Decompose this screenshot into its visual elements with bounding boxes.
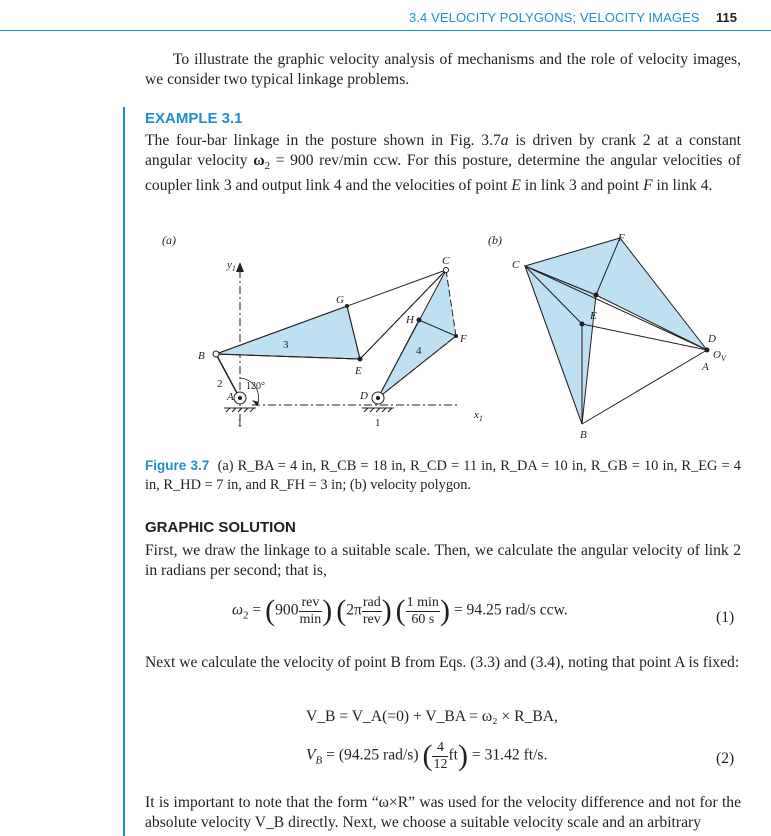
running-header-title: 3.4 VELOCITY POLYGONS; VELOCITY IMAGES bbox=[409, 10, 700, 25]
panel-b-label: (b) bbox=[488, 233, 502, 247]
output-link-4 bbox=[378, 320, 456, 398]
label-link-4: 4 bbox=[416, 345, 422, 357]
panel-a-linkage bbox=[162, 233, 483, 429]
poly-label-c: C bbox=[512, 259, 520, 271]
page-number: 115 bbox=[716, 10, 737, 25]
poly-label-d: D bbox=[708, 333, 716, 345]
example-statement: The four-bar linkage in the posture shown in Fig. 3.7a is driven by crank 2 at a constant angular velocity $\omega_2 = 900$ rev/min ccw. For this posture, determine the angular velocities of coupler link 3 and output link 4 and the velocities of point E in link 3 and point F in link 4. bbox=[145, 132, 741, 195]
joint-b bbox=[213, 351, 219, 357]
equation-2b: $V_B = (94.25$ rad/s) ( $\frac{4}{12}$ ft) = 31.42 ft/s. bbox=[306, 739, 548, 772]
point-f bbox=[454, 334, 458, 338]
label-ground-left: 1 bbox=[237, 417, 243, 429]
label-b: B bbox=[198, 350, 205, 362]
section-title-graphic-solution: GRAPHIC SOLUTION bbox=[145, 519, 296, 536]
poly-point-ov bbox=[705, 348, 710, 353]
figure-caption bbox=[145, 456, 741, 495]
label-ground-right: 1 bbox=[375, 417, 381, 429]
equation-1: $\omega_2 = (900$ $\frac{\text{rev}}{\min}$ ) (2π $\frac{\text{rad}}{\text{rev}}$ ) ( $\frac{1 \min}{60 s}$ ) = 94.25 rad/s ccw. bbox=[232, 594, 568, 627]
point-g bbox=[345, 304, 349, 308]
x1-label: $x_1$ bbox=[474, 409, 483, 423]
poly-label-a: A bbox=[702, 361, 709, 373]
graphic-solution-para-2: Next we calculate the velocity of point B from Eqs. (3.3) and (3.4), noting that point A is fixed: bbox=[145, 654, 740, 671]
equation-1-number: (1) bbox=[716, 609, 735, 626]
y1-arrowhead bbox=[236, 262, 244, 272]
figure-caption-text: (a) R_BA = 4 in, R_CB = 18 in, R_CD = 11 in, R_DA = 10 in, R_GB = 10 in, R_EG = 4 in, R_HD = 7 in, and R_FH = 3 in; (b) velocity polygon. bbox=[145, 458, 741, 493]
label-h: H bbox=[406, 314, 414, 326]
coupler-link-3 bbox=[216, 306, 360, 359]
figure-3-7 bbox=[140, 228, 740, 450]
header-rule bbox=[0, 30, 771, 31]
poly-label-e: E bbox=[590, 310, 597, 322]
panel-b-velocity-polygon bbox=[488, 232, 727, 441]
label-d: D bbox=[360, 390, 368, 402]
graphic-solution-para-1: First, we draw the linkage to a suitable scale. Then, we calculate the angular velocity of link 2 in radians per second; that is, bbox=[145, 542, 741, 579]
figure-label: Figure 3.7 bbox=[145, 458, 210, 473]
equation-2a: V_B = V_A(=0) + V_BA = ω₂ × R_BA, bbox=[306, 708, 558, 725]
panel-a-label: (a) bbox=[162, 233, 176, 247]
label-a: A bbox=[227, 391, 234, 403]
example-margin-bar bbox=[123, 107, 125, 836]
label-g: G bbox=[336, 294, 344, 306]
label-link-2: 2 bbox=[217, 378, 223, 390]
graphic-solution-para-3: It is important to note that the form “ω×R” was used for the velocity difference and not for the absolute velocity V_B directly. Next, we choose a suitable velocity scale and an arbitrary bbox=[145, 794, 741, 831]
poly-label-ov: $O_V$ bbox=[713, 349, 726, 363]
y1-label: $y_1$ bbox=[227, 259, 236, 273]
poly-label-b: B bbox=[580, 429, 587, 441]
intro-paragraph: To illustrate the graphic velocity analysis of mechanisms and the role of velocity images, we consider two typical linkage problems. bbox=[145, 51, 741, 88]
label-link-3: 3 bbox=[283, 339, 289, 351]
label-e: E bbox=[355, 365, 362, 377]
label-c: C bbox=[442, 255, 450, 267]
angle-label: 120° bbox=[246, 381, 265, 392]
joint-c bbox=[444, 268, 449, 273]
example-title: EXAMPLE 3.1 bbox=[145, 110, 243, 127]
point-e bbox=[358, 357, 363, 362]
point-h bbox=[417, 318, 422, 323]
label-f: F bbox=[460, 333, 467, 345]
poly-label-f: F bbox=[618, 232, 625, 244]
equation-2-number: (2) bbox=[716, 750, 735, 767]
edge-b-ov bbox=[582, 350, 707, 424]
poly-point-h bbox=[594, 293, 599, 298]
poly-point-e bbox=[580, 322, 585, 327]
